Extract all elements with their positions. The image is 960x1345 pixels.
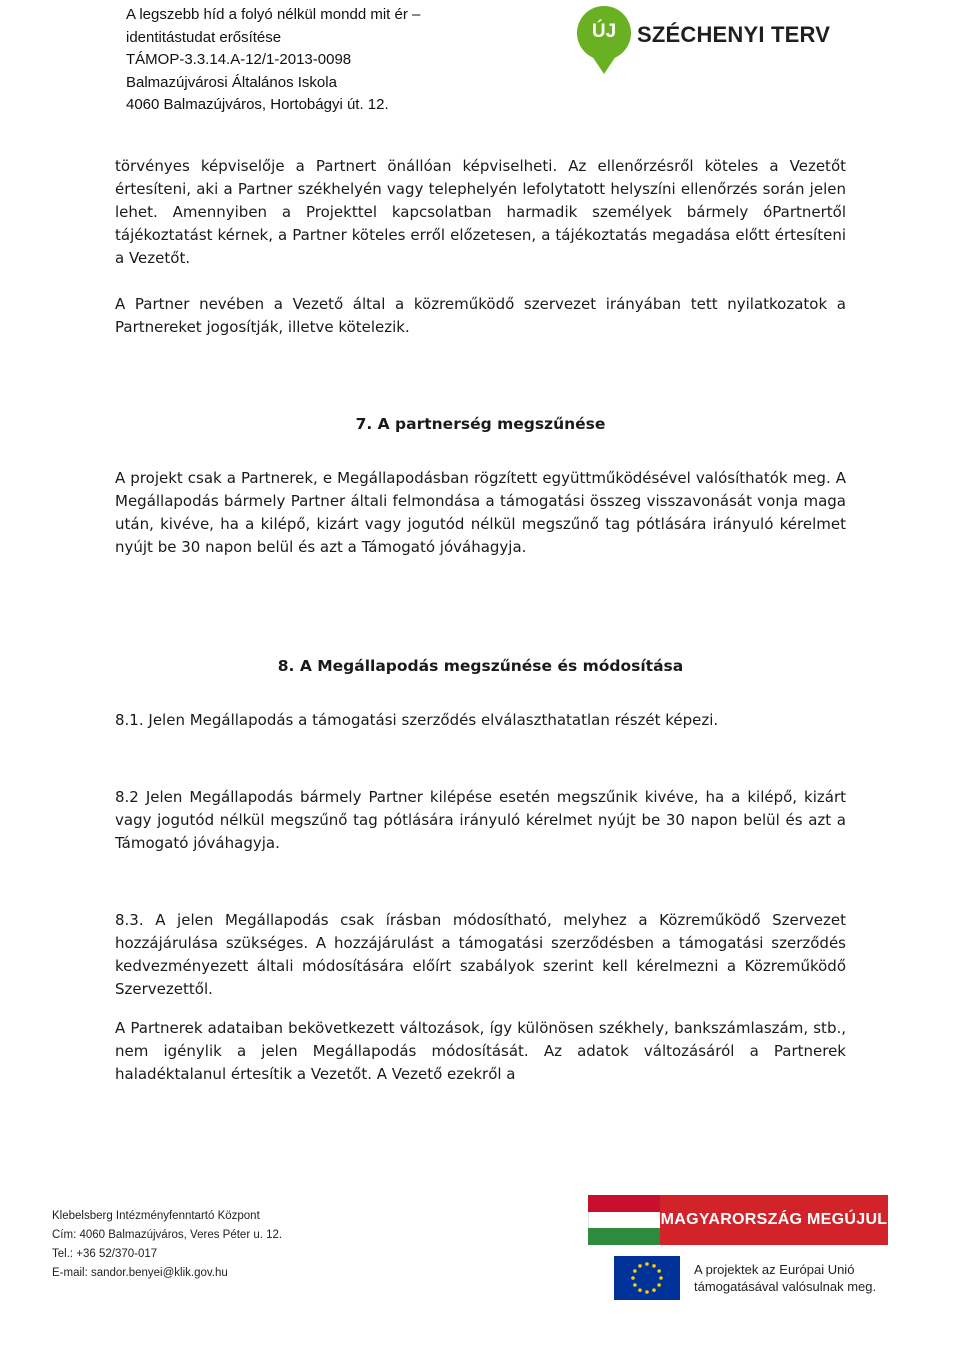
footer-line: Klebelsberg Intézményfenntartó Központ — [52, 1210, 260, 1222]
eu-support-text — [694, 1261, 876, 1295]
eu-star — [645, 1262, 649, 1266]
paragraph: A projekt csak a Partnerek, e Megállapodásban rögzített együttműködésével valósíthatók meg. A Megállapodás bármely Partner általi felmondása a támogatási összeg visszavonását vonja maga után, kivéve, ha a kilépő, kizárt vagy jogutód nélkül megszűnő tag pótlására irányuló kérelmet nyújt be 30 napon belül és azt a Támogató jóváhagyja. — [115, 469, 846, 556]
document-body — [115, 155, 846, 1086]
magyarorszag-megujul-banner — [588, 1195, 888, 1245]
eu-text-line: támogatásával valósulnak meg. — [694, 1279, 877, 1294]
eu-star — [657, 1269, 661, 1273]
eu-star — [652, 1264, 656, 1268]
paragraph: 8.1. Jelen Megállapodás a támogatási szerződés elválaszthatatlan részét képezi. — [115, 711, 719, 729]
header-line: Balmazújvárosi Általános Iskola — [126, 73, 337, 91]
eu-star — [638, 1288, 642, 1292]
footer-line: Tel.: +36 52/370-017 — [52, 1248, 158, 1260]
section-heading-7: 7. A partnerség megszűnése — [355, 415, 606, 433]
paragraph: A Partner nevében a Vezető által a közreműködő szervezet irányában tett nyilatkozatok a Partnereket jogosítják, illetve kötelezik. — [115, 295, 846, 336]
banner-text: MAGYARORSZÁG MEGÚJUL — [660, 1195, 888, 1245]
eu-star — [657, 1283, 661, 1287]
paragraph: törvényes képviselője a Partnert önállóan képviselheti. Az ellenőrzésről köteles a Vezetőt értesíteni, aki a Partner székhelyén vagy telephelyén lefolytatott helyszíni ellenőrzés során jelen lehet. Amennyiben a Projekttel kapcsolatban harmadik személyek bármely óPartnertől tájékoztatást kérnek, a Partner köteles erről előzetesen, a tájékoztatás megadása előtt értesíteni a Vezetőt. — [115, 157, 846, 267]
paragraph: 8.3. A jelen Megállapodás csak írásban módosítható, melyhez a Közreműködő Szervezet hozzájárulása szükséges. A hozzájárulást a támogatási szerződésben a támogatási szerződés kedvezményezett általi módosítására előírt szabályok szerint kell kérelmezni a Közreműködő Szervezettől. — [115, 911, 846, 998]
footer-contact-block — [52, 1207, 282, 1283]
eu-star — [638, 1264, 642, 1268]
logo-uj-text: ÚJ — [591, 21, 617, 42]
szechenyi-terv-logo — [575, 4, 835, 76]
section-heading-8: 8. A Megállapodás megszűnése és módosítása — [277, 657, 684, 675]
eu-star — [645, 1290, 649, 1294]
header-line: 4060 Balmazújváros, Hortobágyi út. 12. — [126, 96, 389, 113]
eu-text-line: A projektek az Európai Unió — [694, 1262, 855, 1277]
eu-star — [652, 1288, 656, 1292]
paragraph: 8.2 Jelen Megállapodás bármely Partner kilépése esetén megszűnik kivéve, ha a kilépő, kizárt vagy jogutód nélkül megszűnő tag pótlására irányuló kérelmet nyújt be 30 napon belül és azt a Támogató jóváhagyja. — [115, 788, 846, 852]
logo-text: SZÉCHENYI TERV — [637, 22, 831, 47]
eu-star — [633, 1269, 637, 1273]
header-address-block — [126, 4, 420, 117]
eu-flag-icon — [614, 1256, 680, 1300]
header-line: TÁMOP-3.3.14.A-12/1-2013-0098 — [126, 51, 352, 68]
header-line: A legszebb híd a folyó nélkül mondd mit ér – — [126, 6, 421, 23]
footer-line: Cím: 4060 Balmazújváros, Veres Péter u. 12. — [52, 1229, 283, 1241]
eu-star — [633, 1283, 637, 1287]
eu-star — [631, 1276, 635, 1280]
footer-line: E-mail: sandor.benyei@klik.gov.hu — [52, 1267, 228, 1279]
paragraph: A Partnerek adataiban bekövetkezett változások, így különösen székhely, bankszámlaszám, stb., nem igénylik a jelen Megállapodás módosítását. Az adatok változásáról a Partnerek haladéktalanul értesítik a Vezetőt. A Vezető ezekről a — [115, 1019, 846, 1083]
hungarian-flag-icon — [588, 1195, 660, 1245]
eu-star — [659, 1276, 663, 1280]
header-line: identitástudat erősítése — [126, 28, 282, 46]
